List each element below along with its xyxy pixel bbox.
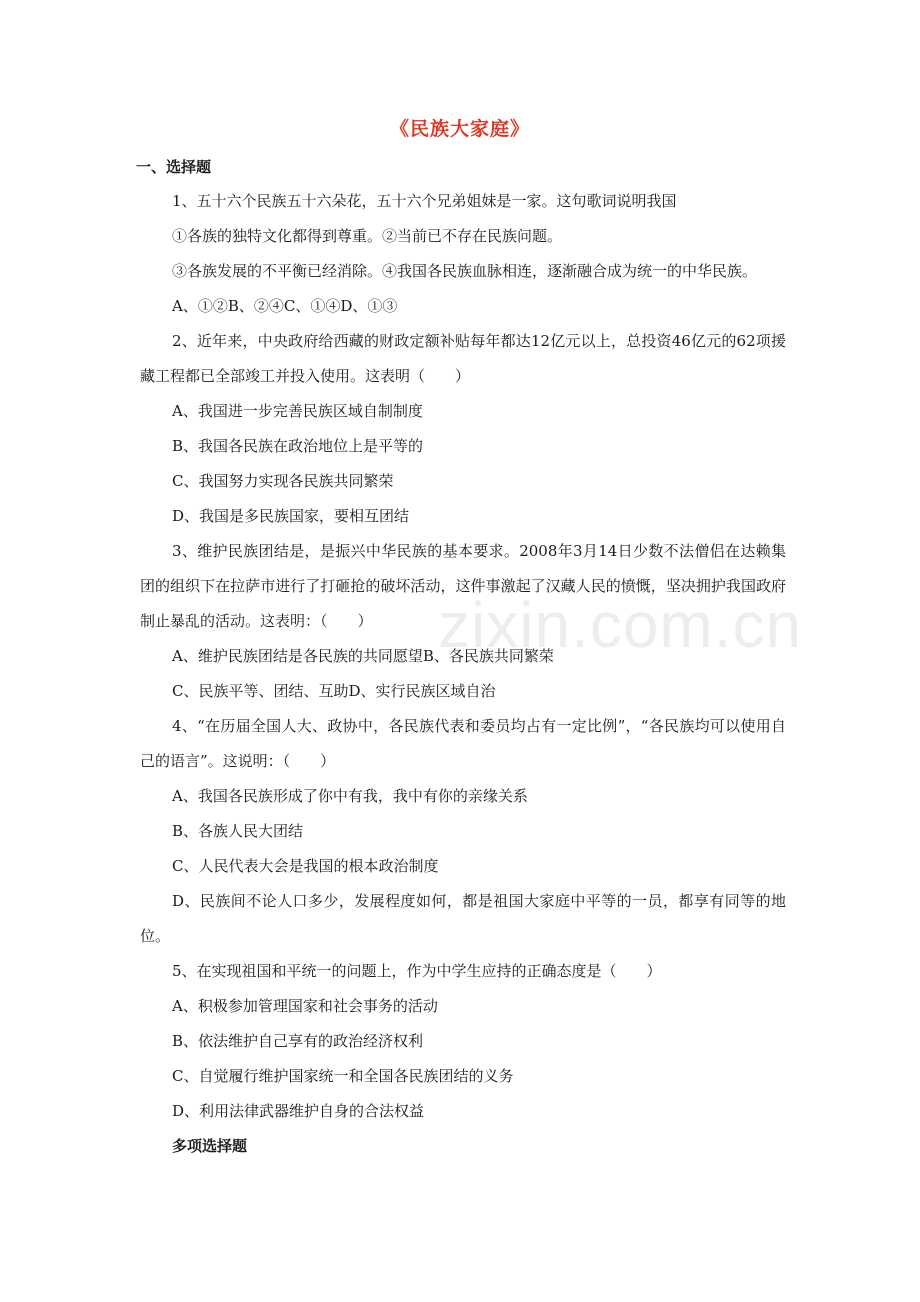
- question-body: [140, 184, 786, 1164]
- multi-choice-heading: 多项选择题: [172, 1137, 248, 1155]
- q2-option-b: B、我国各民族在政治地位上是平等的: [172, 437, 424, 455]
- q2-stem: 2、近年来，中央政府给西藏的财政定额补贴每年都达12亿元以上，总投资46亿元的62项援藏工程都已全部竣工并投入使用。这表明（ ）: [140, 332, 786, 385]
- document-title: 《民族大家庭》: [389, 118, 530, 140]
- q5-option-d: D、利用法律武器维护自身的合法权益: [172, 1102, 425, 1120]
- q1-stem: 1、五十六个民族五十六朵花，五十六个兄弟姐妹是一家。这句歌词说明我国: [172, 192, 677, 210]
- q5-stem: 5、在实现祖国和平统一的问题上，作为中学生应持的正确态度是（ ）: [172, 962, 662, 980]
- watermark: zixin.com.cn: [438, 589, 803, 661]
- q1-statement-2: ③各族发展的不平衡已经消除。④我国各民族血脉相连，逐渐融合成为统一的中华民族。: [172, 262, 758, 280]
- q4-option-d: D、民族间不论人口多少，发展程度如何，都是祖国大家庭中平等的一员，都享有同等的地位。: [140, 892, 786, 945]
- q5-option-c: C、自觉履行维护国家统一和全国各民族团结的义务: [172, 1067, 514, 1085]
- q2-option-a: A、我国进一步完善民族区域自制制度: [172, 402, 423, 420]
- q4-option-a: A、我国各民族形成了你中有我，我中有你的亲缘关系: [172, 787, 528, 805]
- q4-option-c: C、人民代表大会是我国的根本政治制度: [172, 857, 439, 875]
- q1-statement-1: ①各族的独特文化都得到尊重。②当前已不存在民族问题。: [172, 227, 563, 245]
- q2-option-d: D、我国是多民族国家，要相互团结: [172, 507, 410, 525]
- section-heading: 一、选择题: [136, 158, 212, 176]
- q5-option-a: A、积极参加管理国家和社会事务的活动: [172, 997, 438, 1015]
- q3-stem: 3、维护民族团结是，是振兴中华民族的基本要求。2008年3月14日少数不法僧侣在达赖集团的组织下在拉萨市进行了打砸抢的破坏活动，这件事激起了汉藏人民的愤慨，坚决拥护我国政府制止暴乱的活动。这表明：（ ）: [140, 542, 786, 630]
- q4-option-b: B、各族人民大团结: [172, 822, 304, 840]
- q3-options-cd: C、民族平等、团结、互助D、实行民族区域自治: [172, 682, 496, 700]
- q2-option-c: C、我国努力实现各民族共同繁荣: [172, 472, 394, 490]
- q4-stem: 4、“在历届全国人大、政协中，各民族代表和委员均占有一定比例”，“各民族均可以使用自己的语言”。这说明：（ ）: [140, 717, 786, 770]
- q5-option-b: B、依法维护自己享有的政治经济权利: [172, 1032, 424, 1050]
- q1-options: A、①②B、②④C、①④D、①③: [172, 297, 398, 315]
- q3-options-ab: A、维护民族团结是各民族的共同愿望B、各民族共同繁荣: [172, 647, 554, 665]
